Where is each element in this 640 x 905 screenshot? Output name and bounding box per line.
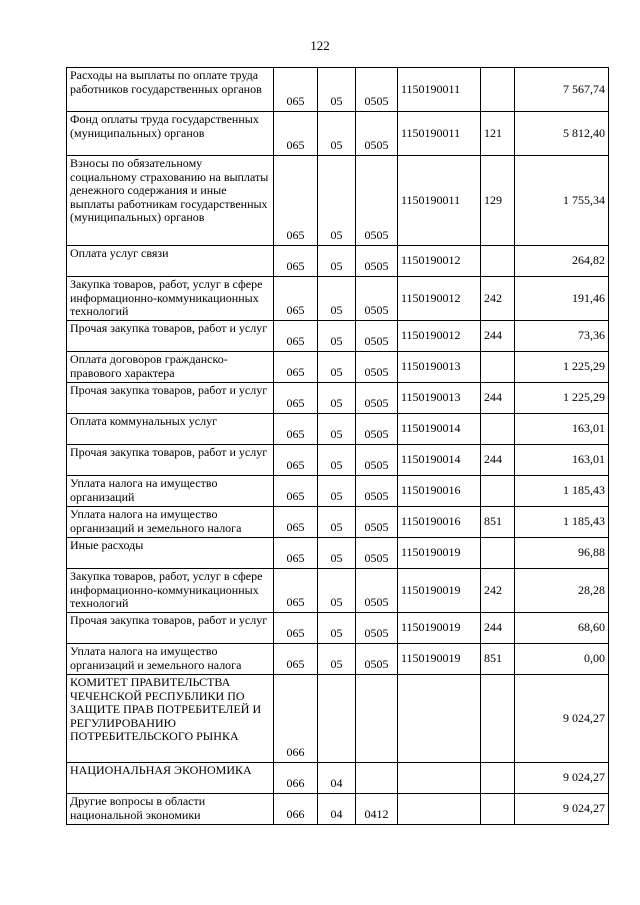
table-body [67, 68, 609, 825]
row-vr: 244 [481, 321, 515, 352]
row-name: Оплата договоров гражданско-правового характера [67, 352, 274, 383]
row-sum: 9 024,27 [515, 794, 609, 825]
row-ved: 066 [274, 763, 318, 794]
row-pr: 0505 [356, 507, 398, 538]
row-vr: 242 [481, 277, 515, 321]
table-row [67, 277, 609, 321]
row-rz: 05 [318, 644, 356, 675]
row-rz: 05 [318, 445, 356, 476]
row-vr [481, 414, 515, 445]
row-name: Прочая закупка товаров, работ и услуг [67, 445, 274, 476]
row-vr [481, 675, 515, 763]
row-name: Расходы на выплаты по оплате труда работников государственных органов [67, 68, 274, 112]
budget-table [66, 67, 609, 825]
row-rz: 05 [318, 507, 356, 538]
row-vr [481, 476, 515, 507]
row-pr: 0505 [356, 277, 398, 321]
row-name: Другие вопросы в области национальной экономики [67, 794, 274, 825]
row-vr [481, 538, 515, 569]
row-pr: 0505 [356, 538, 398, 569]
row-csr [398, 675, 481, 763]
table-row [67, 476, 609, 507]
row-csr [398, 763, 481, 794]
row-csr: 1150190012 [398, 246, 481, 277]
row-ved: 065 [274, 538, 318, 569]
row-pr: 0505 [356, 68, 398, 112]
row-sum: 68,60 [515, 613, 609, 644]
row-vr: 244 [481, 445, 515, 476]
row-rz: 05 [318, 383, 356, 414]
row-rz: 05 [318, 613, 356, 644]
row-name: Прочая закупка товаров, работ и услуг [67, 613, 274, 644]
table-row [67, 352, 609, 383]
table-row [67, 156, 609, 246]
row-vr: 851 [481, 507, 515, 538]
row-rz [318, 675, 356, 763]
row-rz: 05 [318, 538, 356, 569]
table-row [67, 569, 609, 613]
table-row [67, 613, 609, 644]
row-ved: 065 [274, 476, 318, 507]
row-name: КОМИТЕТ ПРАВИТЕЛЬСТВА ЧЕЧЕНСКОЙ РЕСПУБЛИКИ ПО ЗАЩИТЕ ПРАВ ПОТРЕБИТЕЛЕЙ И РЕГУЛИРОВАНИЮ ПОТРЕБИТЕЛЬСКОГО РЫНКА [67, 675, 274, 763]
row-pr: 0505 [356, 613, 398, 644]
row-pr: 0505 [356, 476, 398, 507]
row-name: Оплата услуг связи [67, 246, 274, 277]
table-row [67, 112, 609, 156]
row-rz: 05 [318, 68, 356, 112]
row-vr [481, 352, 515, 383]
row-csr: 1150190016 [398, 507, 481, 538]
row-ved: 065 [274, 414, 318, 445]
row-pr: 0505 [356, 112, 398, 156]
row-name: Уплата налога на имущество организаций и земельного налога [67, 507, 274, 538]
row-rz: 05 [318, 476, 356, 507]
row-vr [481, 68, 515, 112]
row-ved: 066 [274, 794, 318, 825]
row-csr: 1150190011 [398, 156, 481, 246]
row-vr [481, 763, 515, 794]
row-sum: 73,36 [515, 321, 609, 352]
table-row [67, 763, 609, 794]
row-ved: 065 [274, 613, 318, 644]
row-name: Уплата налога на имущество организаций и земельного налога [67, 644, 274, 675]
row-pr [356, 675, 398, 763]
row-ved: 065 [274, 644, 318, 675]
row-pr: 0505 [356, 156, 398, 246]
row-vr: 244 [481, 383, 515, 414]
row-rz: 05 [318, 246, 356, 277]
row-pr: 0412 [356, 794, 398, 825]
table-row [67, 68, 609, 112]
row-ved: 065 [274, 352, 318, 383]
row-rz: 05 [318, 156, 356, 246]
table-row [67, 383, 609, 414]
row-ved: 065 [274, 383, 318, 414]
row-sum: 1 185,43 [515, 476, 609, 507]
row-csr: 1150190011 [398, 112, 481, 156]
row-name: НАЦИОНАЛЬНАЯ ЭКОНОМИКА [67, 763, 274, 794]
row-name: Уплата налога на имущество организаций [67, 476, 274, 507]
row-ved: 065 [274, 246, 318, 277]
row-rz: 05 [318, 112, 356, 156]
table-row [67, 538, 609, 569]
row-sum: 9 024,27 [515, 675, 609, 763]
row-rz: 05 [318, 277, 356, 321]
row-rz: 05 [318, 352, 356, 383]
row-pr [356, 763, 398, 794]
row-pr: 0505 [356, 445, 398, 476]
row-csr: 1150190012 [398, 277, 481, 321]
row-csr: 1150190012 [398, 321, 481, 352]
row-ved: 065 [274, 445, 318, 476]
row-csr: 1150190013 [398, 383, 481, 414]
table-row [67, 507, 609, 538]
row-ved: 066 [274, 675, 318, 763]
row-ved: 065 [274, 507, 318, 538]
row-pr: 0505 [356, 352, 398, 383]
row-ved: 065 [274, 277, 318, 321]
row-vr: 242 [481, 569, 515, 613]
row-csr: 1150190019 [398, 538, 481, 569]
row-csr: 1150190019 [398, 644, 481, 675]
row-name: Прочая закупка товаров, работ и услуг [67, 321, 274, 352]
row-name: Фонд оплаты труда государственных (муниципальных) органов [67, 112, 274, 156]
row-sum: 191,46 [515, 277, 609, 321]
row-ved: 065 [274, 68, 318, 112]
row-name: Закупка товаров, работ, услуг в сфере информационно-коммуникационных технологий [67, 569, 274, 613]
row-csr: 1150190011 [398, 68, 481, 112]
table-row [67, 445, 609, 476]
row-sum: 264,82 [515, 246, 609, 277]
row-name: Закупка товаров, работ, услуг в сфере информационно-коммуникационных технологий [67, 277, 274, 321]
table-row [67, 675, 609, 763]
row-sum: 96,88 [515, 538, 609, 569]
row-pr: 0505 [356, 569, 398, 613]
row-sum: 7 567,74 [515, 68, 609, 112]
row-name: Иные расходы [67, 538, 274, 569]
row-sum: 28,28 [515, 569, 609, 613]
row-rz: 04 [318, 794, 356, 825]
row-sum: 1 755,34 [515, 156, 609, 246]
table-row [67, 794, 609, 825]
row-sum: 9 024,27 [515, 763, 609, 794]
row-sum: 1 185,43 [515, 507, 609, 538]
row-csr: 1150190013 [398, 352, 481, 383]
row-csr: 1150190019 [398, 569, 481, 613]
row-vr: 129 [481, 156, 515, 246]
row-ved: 065 [274, 156, 318, 246]
row-name: Прочая закупка товаров, работ и услуг [67, 383, 274, 414]
row-csr: 1150190016 [398, 476, 481, 507]
row-sum: 163,01 [515, 414, 609, 445]
row-csr: 1150190019 [398, 613, 481, 644]
row-pr: 0505 [356, 246, 398, 277]
row-sum: 1 225,29 [515, 352, 609, 383]
table-row [67, 246, 609, 277]
row-vr [481, 794, 515, 825]
row-ved: 065 [274, 321, 318, 352]
row-ved: 065 [274, 569, 318, 613]
row-sum: 5 812,40 [515, 112, 609, 156]
row-rz: 05 [318, 569, 356, 613]
row-csr: 1150190014 [398, 414, 481, 445]
row-name: Оплата коммунальных услуг [67, 414, 274, 445]
row-pr: 0505 [356, 321, 398, 352]
row-csr: 1150190014 [398, 445, 481, 476]
row-vr: 121 [481, 112, 515, 156]
row-pr: 0505 [356, 414, 398, 445]
row-sum: 0,00 [515, 644, 609, 675]
row-ved: 065 [274, 112, 318, 156]
page-number: 122 [310, 38, 330, 53]
table-row [67, 414, 609, 445]
row-name: Взносы по обязательному социальному страхованию на выплаты денежного содержания и иные выплаты работникам государственных (муниципальных) органов [67, 156, 274, 246]
row-sum: 1 225,29 [515, 383, 609, 414]
row-vr: 851 [481, 644, 515, 675]
row-pr: 0505 [356, 644, 398, 675]
row-vr: 244 [481, 613, 515, 644]
row-sum: 163,01 [515, 445, 609, 476]
row-rz: 05 [318, 414, 356, 445]
row-vr [481, 246, 515, 277]
row-csr [398, 794, 481, 825]
row-rz: 04 [318, 763, 356, 794]
row-rz: 05 [318, 321, 356, 352]
table-row [67, 644, 609, 675]
table-row [67, 321, 609, 352]
row-pr: 0505 [356, 383, 398, 414]
